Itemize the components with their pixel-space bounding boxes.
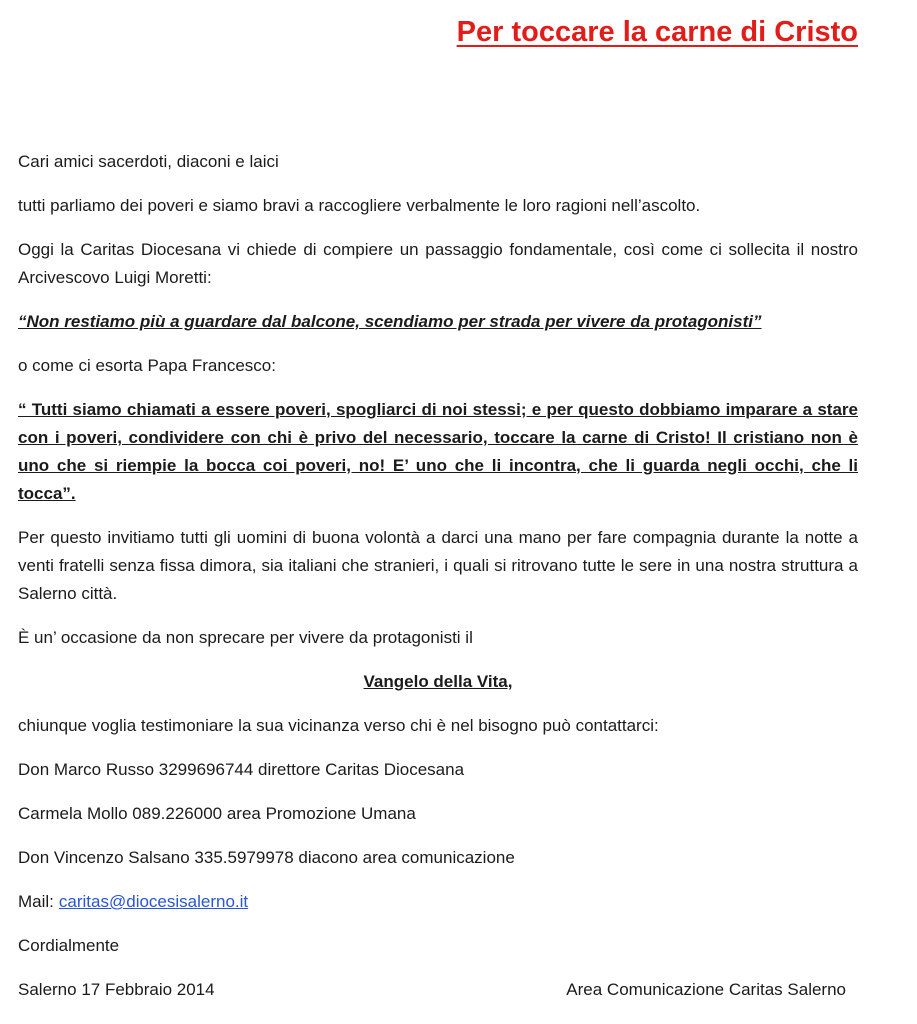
paragraph-invito: Per questo invitiamo tutti gli uomini di buona volontà a darci una mano per fare compagnia durante la notte a venti fratelli senza fissa dimora, sia italiani che stranieri, i quali si ritrovano tutte le sere in una nostra struttura a Salerno città. bbox=[18, 528, 858, 603]
page-title: Per toccare la carne di Cristo bbox=[456, 16, 858, 48]
paragraph-esorta: o come ci esorta Papa Francesco: bbox=[18, 356, 276, 375]
contact-line-vincenzo-salsano: Don Vincenzo Salsano 335.5979978 diacono area comunicazione bbox=[18, 848, 515, 867]
mail-label: Mail: bbox=[18, 892, 54, 911]
contact-line-carmela-mollo: Carmela Mollo 089.226000 area Promozione Umana bbox=[18, 804, 416, 823]
footer-signature: Area Comunicazione Caritas Salerno bbox=[566, 980, 846, 999]
heading-vangelo: Vangelo della Vita, bbox=[363, 672, 513, 691]
closing-line: Cordialmente bbox=[18, 936, 120, 955]
paragraph-occasione: È un’ occasione da non sprecare per vivere da protagonisti il bbox=[18, 628, 473, 647]
quote-francesco: “ Tutti siamo chiamati a essere poveri, spogliarci di noi stessi; e per questo dobbiamo imparare a stare con i poveri, condividere con chi è privo del necessario, toccare la carne di Cristo! Il cristiano non è uno che si riempie la bocca coi poveri, no! E’ uno che li incontra, che li guarda negli occhi, che li tocca”. bbox=[18, 400, 858, 503]
quote-moretti: “Non restiamo più a guardare dal balcone, scendiamo per strada per vivere da protagonisti” bbox=[18, 312, 762, 331]
footer-date: Salerno 17 Febbraio 2014 bbox=[18, 980, 215, 999]
email-link[interactable]: caritas@diocesisalerno.it bbox=[58, 892, 249, 911]
paragraph-salutation: Cari amici sacerdoti, diaconi e laici bbox=[18, 152, 279, 171]
paragraph-intro: tutti parliamo dei poveri e siamo bravi a raccogliere verbalmente le loro ragioni nell’ascolto. bbox=[18, 196, 701, 215]
mail-line bbox=[18, 888, 858, 916]
footer-row bbox=[18, 976, 858, 1004]
contact-line-marco-russo: Don Marco Russo 3299696744 direttore Caritas Diocesana bbox=[18, 760, 465, 779]
paragraph-chiunque: chiunque voglia testimoniare la sua vicinanza verso chi è nel bisogno può contattarci: bbox=[18, 716, 659, 735]
paragraph-oggi: Oggi la Caritas Diocesana vi chiede di compiere un passaggio fondamentale, così come ci sollecita il nostro Arcivescovo Luigi Moretti: bbox=[18, 240, 858, 287]
